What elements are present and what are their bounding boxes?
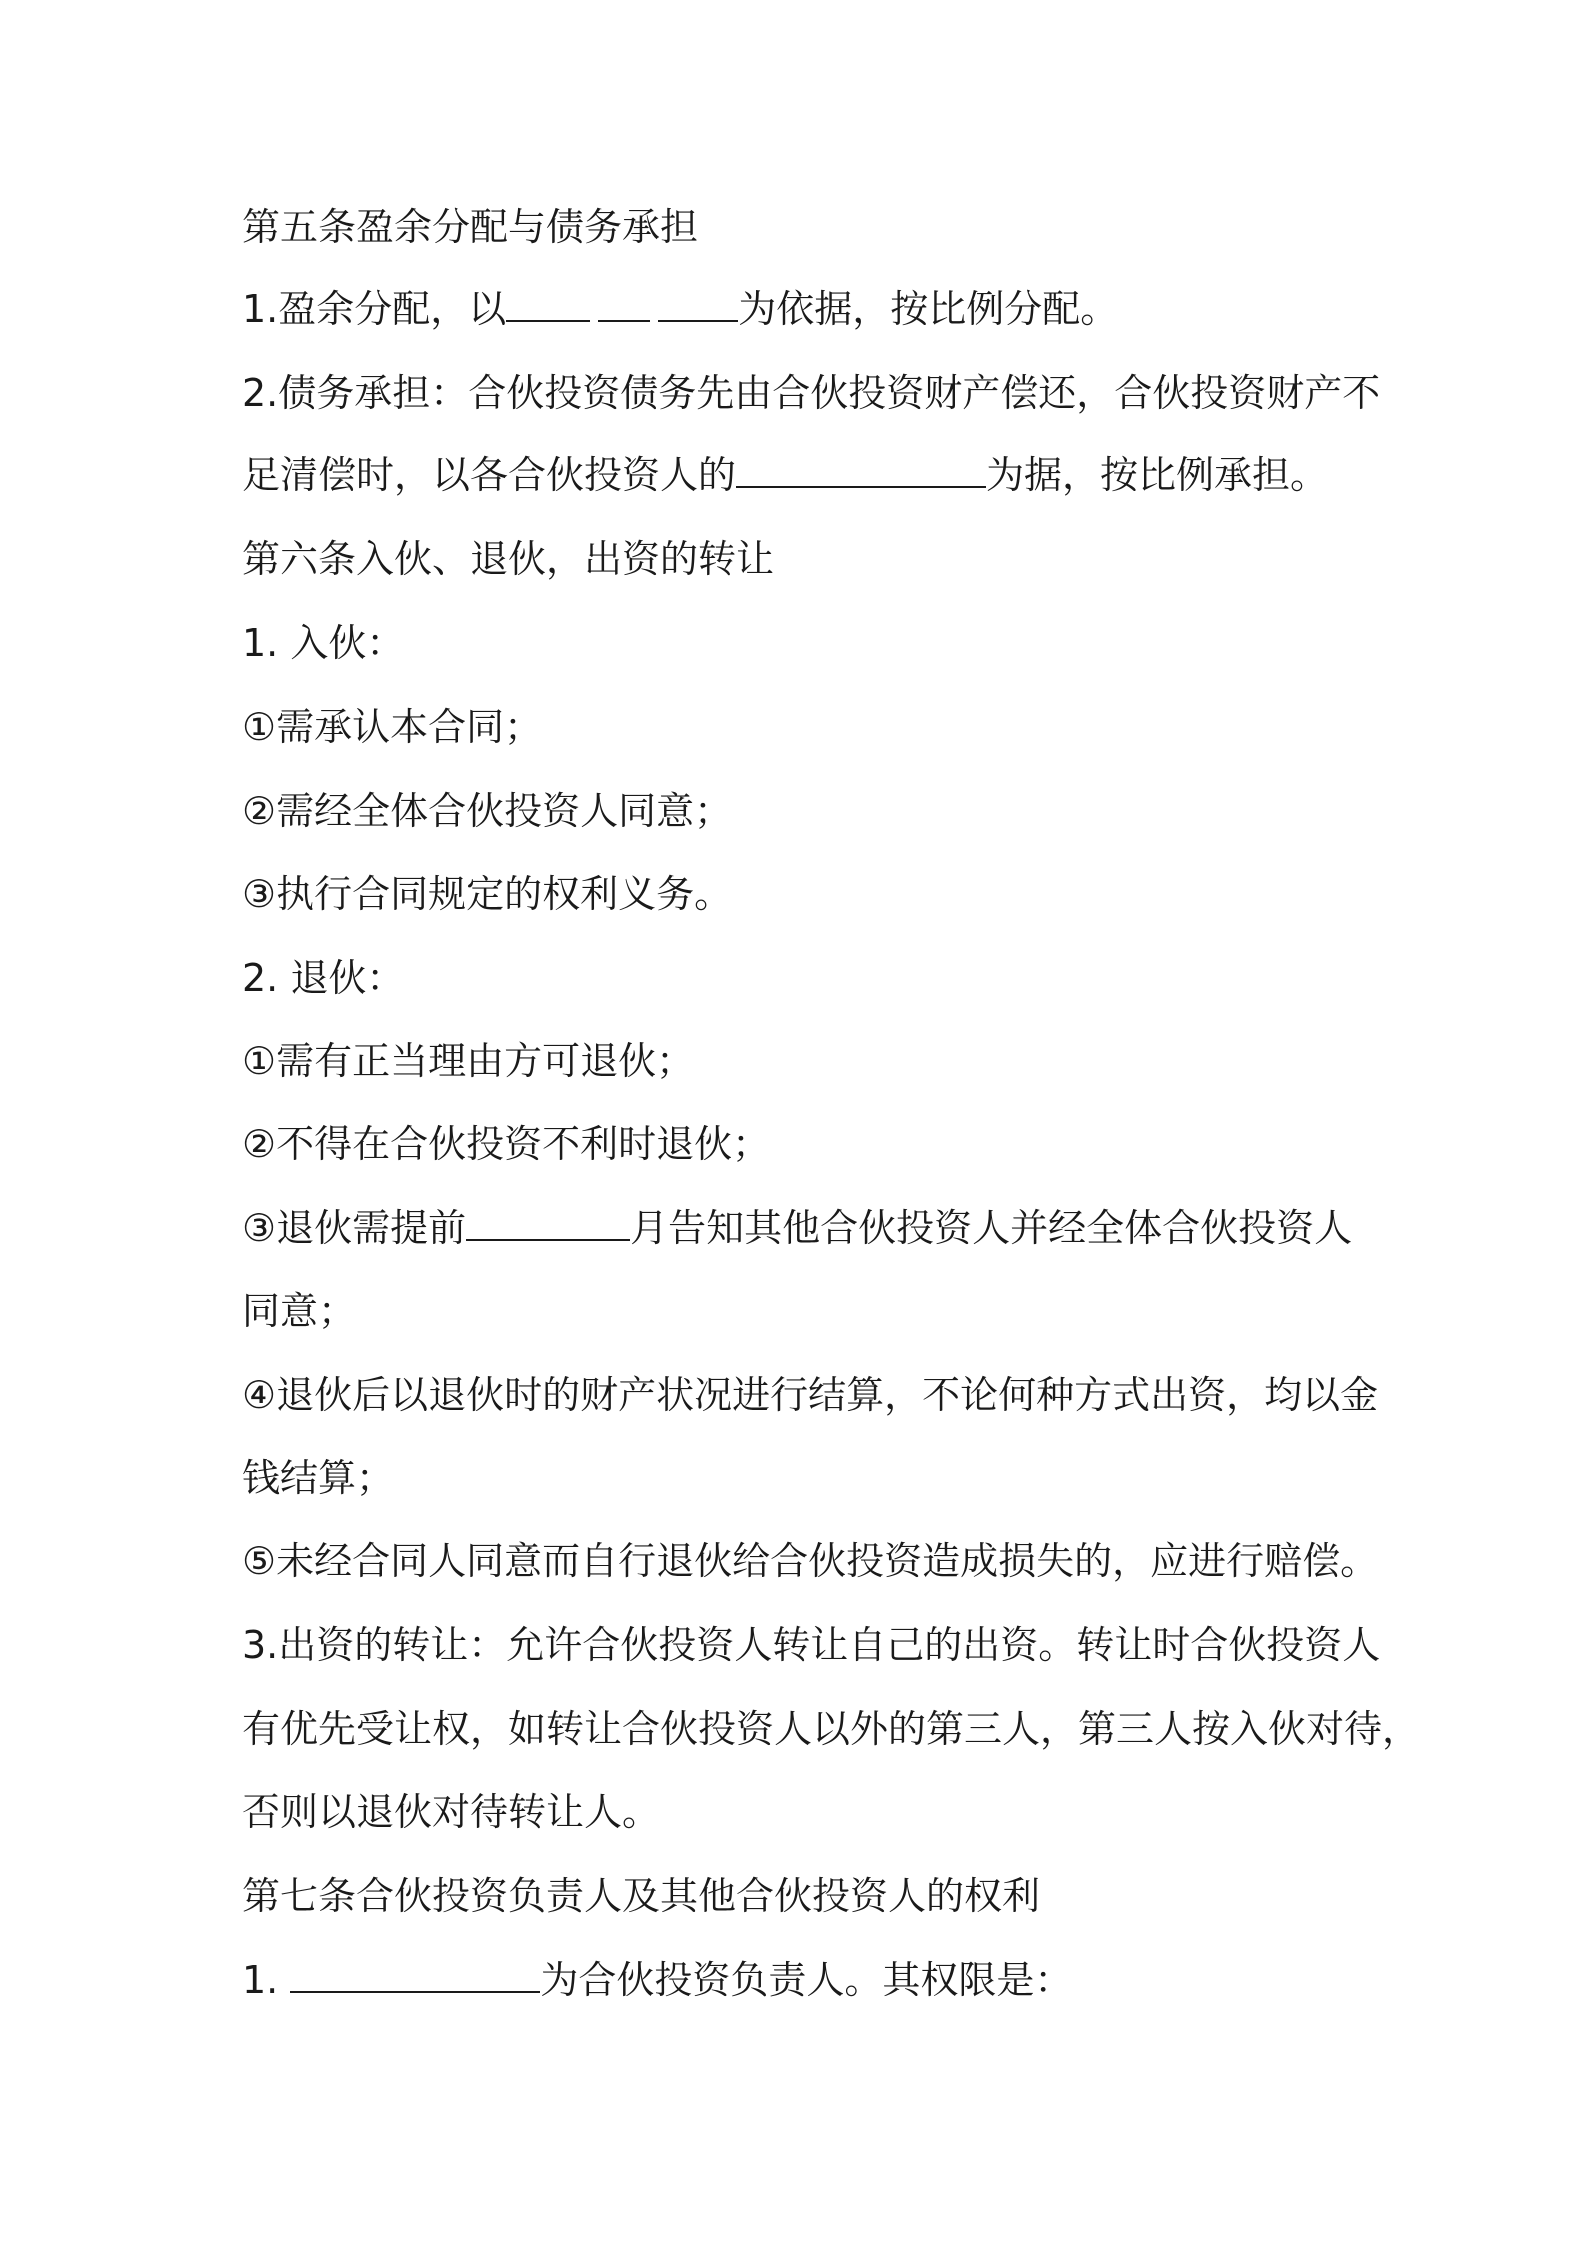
clause-text: 否则以退伙对待转让人。 [242,1790,661,1834]
clause-text: 为合伙投资负责人。其权限是： [540,1958,1073,2002]
clause-text: ③退伙需提前 [242,1206,467,1250]
fill-blank[interactable] [658,286,738,322]
clause-text: ②需经全体合伙投资人同意； [242,789,733,833]
article-5-clause-2-line-1 [242,369,1381,417]
article-6-item-2-a [242,1037,1362,1085]
clause-text: 1. 入伙： [242,621,405,665]
article-6-item-2-c-line-2 [242,1287,1362,1335]
article-6-item-2-c-line-1 [242,1204,1362,1252]
article-6-item-1 [242,619,1362,667]
article-6-item-1-c [242,870,1362,918]
article-5-title [242,203,1362,251]
article-6-item-1-b [242,787,1362,835]
fill-blank[interactable] [736,452,986,488]
clause-text: ⑤未经合同人同意而自行退伙给合伙投资造成损失的，应进行赔偿。 [242,1539,1379,1583]
clause-text: 为据，按比例承担。 [986,453,1329,497]
clause-text: 2. 退伙： [242,956,405,1000]
article-6-item-3-line-3 [242,1788,1362,1836]
clause-text: ②不得在合伙投资不利时退伙； [242,1122,771,1166]
clause-text: ③执行合同规定的权利义务。 [242,872,733,916]
article-6-item-2-e [242,1537,1379,1585]
article-6-item-2-d-line-1 [242,1371,1379,1419]
article-5-title-text: 第五条盈余分配与债务承担 [242,205,699,249]
article-6-item-2-b [242,1120,1362,1168]
article-7-title-text: 第七条合伙投资负责人及其他合伙投资人的权利 [242,1874,1041,1918]
fill-blank[interactable] [506,286,590,322]
clause-text: 2.债务承担：合伙投资债务先由合伙投资财产偿还，合伙投资财产不 [242,371,1381,415]
article-6-item-3-line-2 [242,1705,1421,1753]
clause-text: 3.出资的转让：允许合伙投资人转让自己的出资。转让时合伙投资人 [242,1623,1381,1667]
clause-text: 1. [242,1958,291,2002]
fill-blank[interactable] [598,286,650,322]
article-7-item-1 [242,1956,1362,2004]
article-6-item-2 [242,954,1362,1002]
clause-text: 1.盈余分配，以 [242,287,507,331]
clause-text: 有优先受让权，如转让合伙投资人以外的第三人，第三人按入伙对待， [242,1707,1421,1751]
fill-blank[interactable] [290,1957,540,1993]
clause-text: 月告知其他合伙投资人并经全体合伙投资人 [630,1206,1353,1250]
article-6-item-3-line-1 [242,1621,1381,1669]
article-6-title-text: 第六条入伙、退伙，出资的转让 [242,537,775,581]
article-5-clause-1 [242,285,1362,333]
clause-text: 为依据，按比例分配。 [738,287,1119,331]
clause-text: 钱结算； [242,1456,395,1500]
clause-text: ①需承认本合同； [242,705,543,749]
article-6-item-1-a [242,703,1362,751]
clause-text: ④退伙后以退伙时的财产状况进行结算，不论何种方式出资，均以金 [242,1373,1379,1417]
article-6-item-2-d-line-2 [242,1454,1362,1502]
clause-text: ①需有正当理由方可退伙； [242,1039,695,1083]
clause-text: 同意； [242,1289,357,1333]
article-5-clause-2-line-2 [242,451,1362,499]
clause-text: 足清偿时，以各合伙投资人的 [242,453,737,497]
fill-blank[interactable] [466,1205,630,1241]
article-7-title [242,1872,1362,1920]
article-6-title [242,535,1362,583]
